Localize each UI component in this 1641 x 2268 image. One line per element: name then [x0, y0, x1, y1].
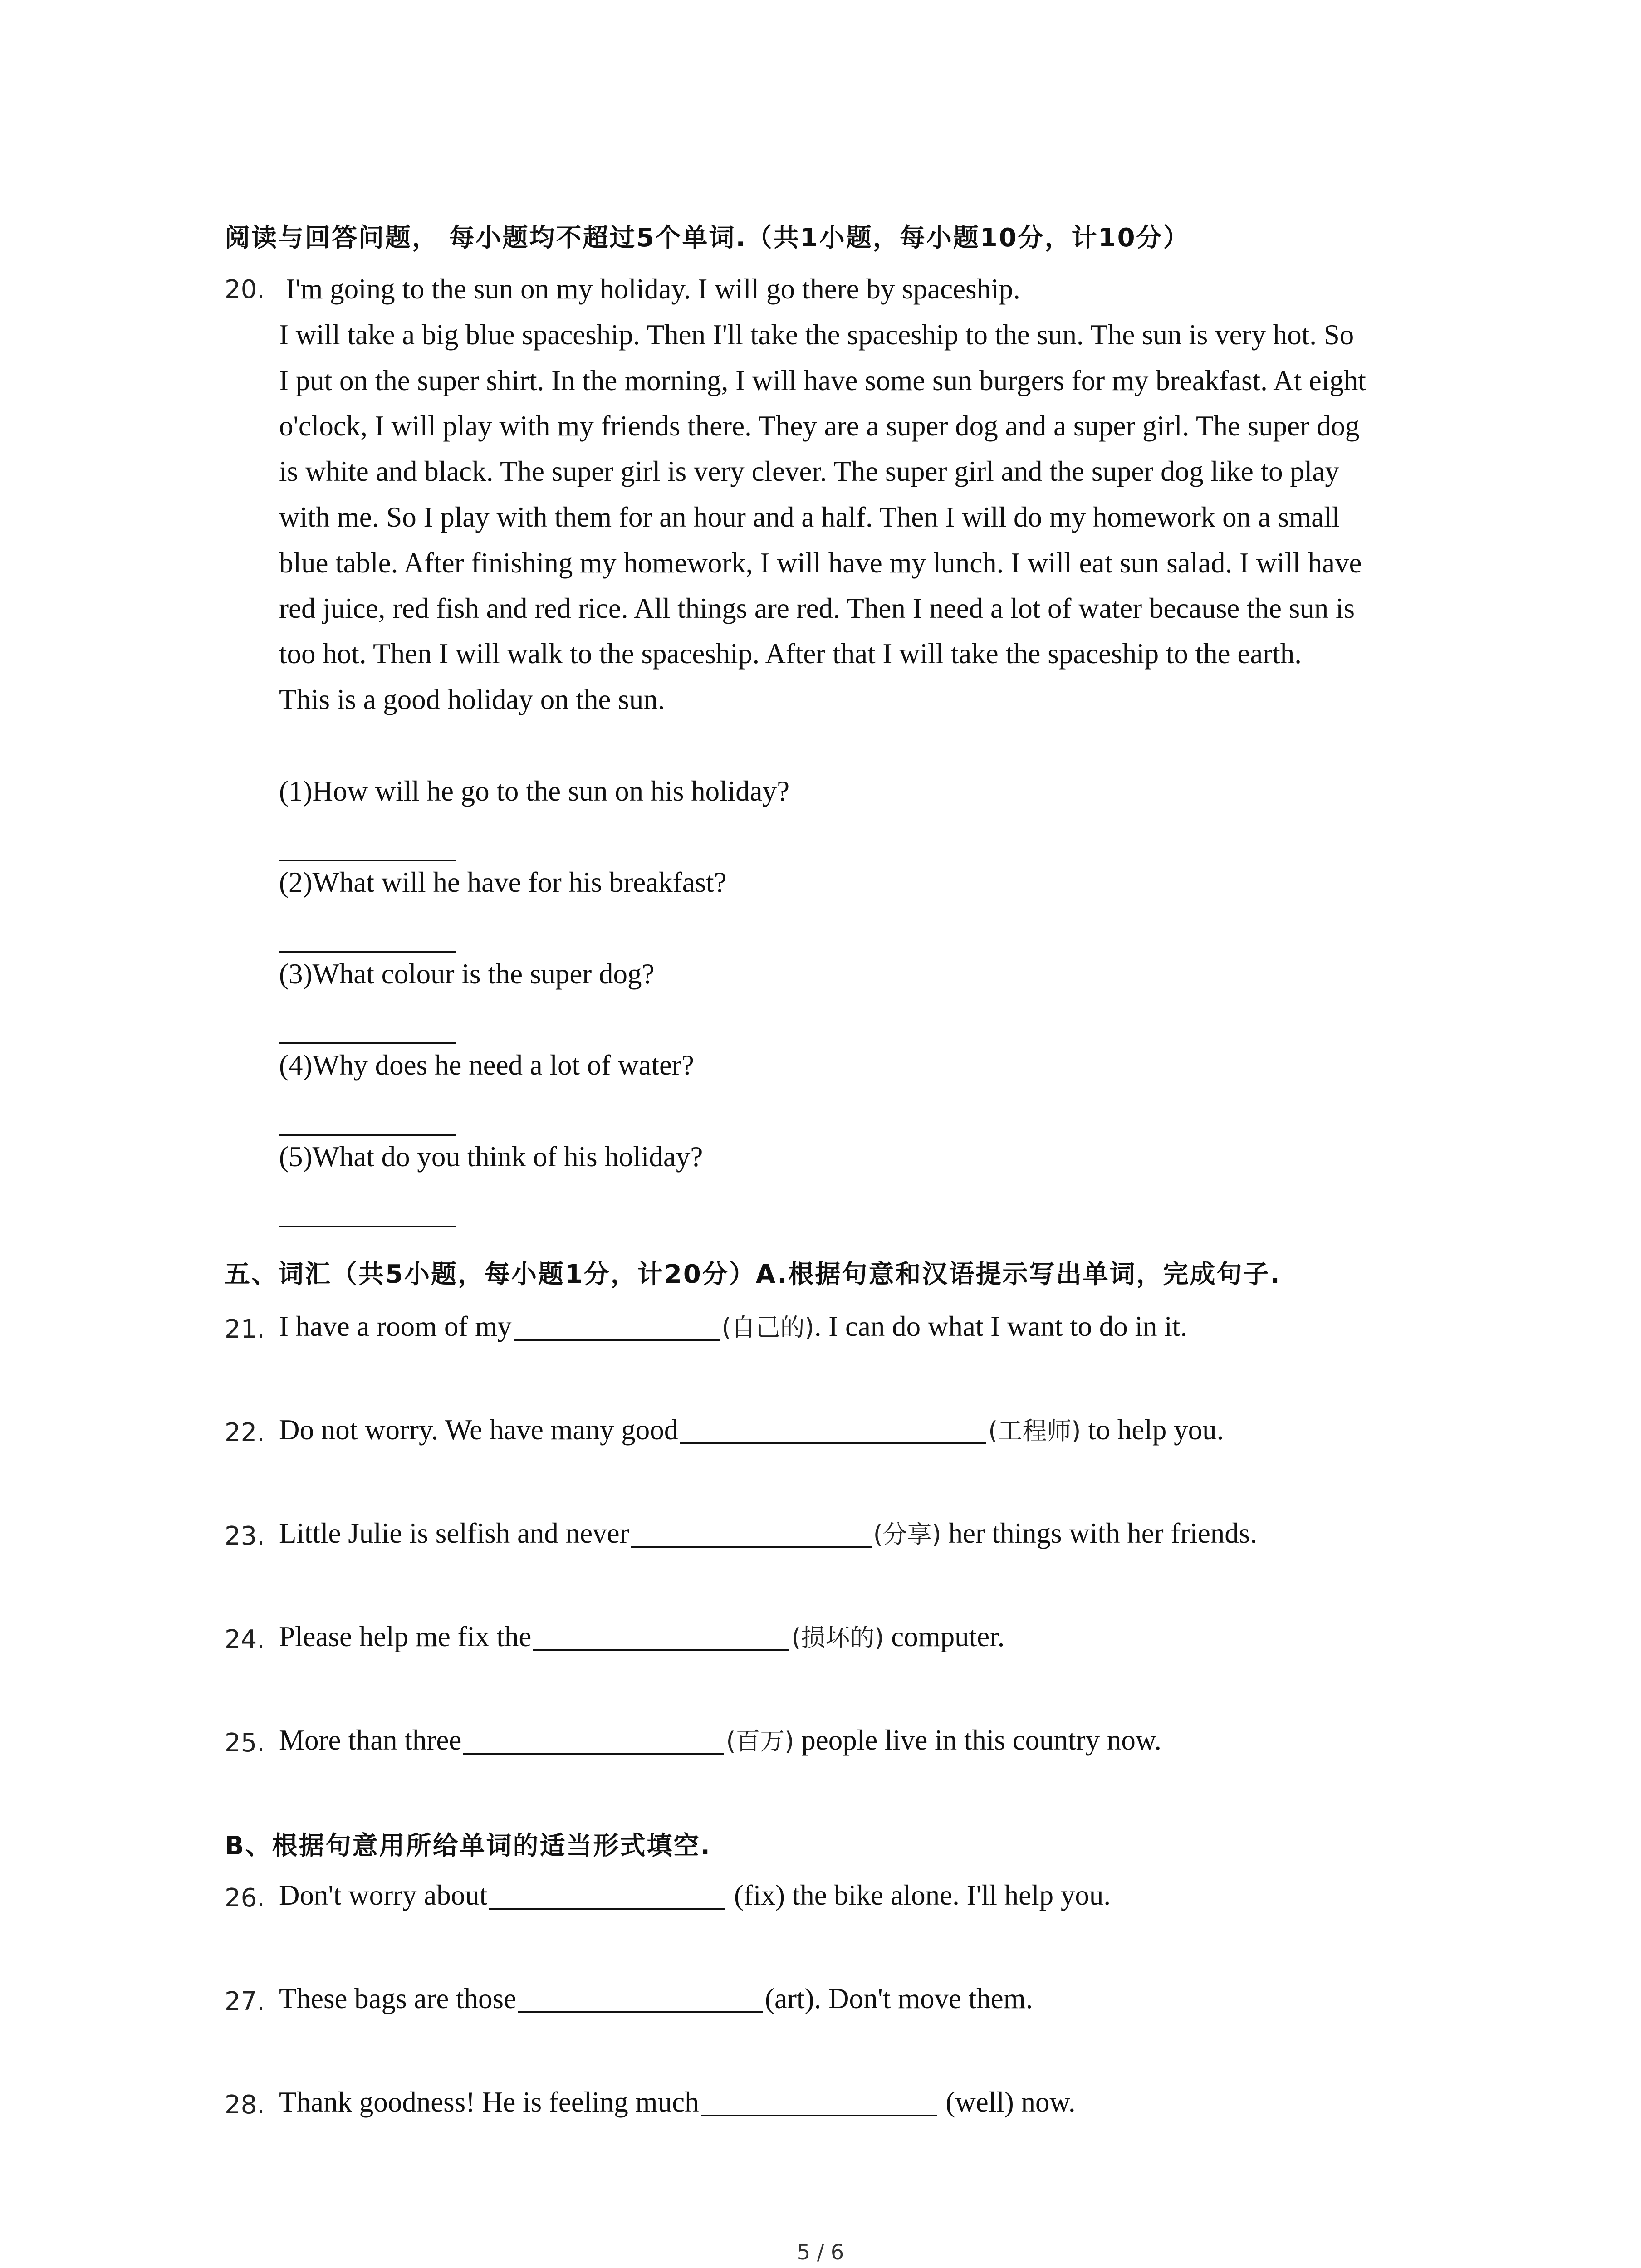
question-text: to help you. [1081, 1414, 1224, 1446]
chinese-hint: (百万) [726, 1727, 794, 1755]
fill-blank-23[interactable] [631, 1519, 872, 1548]
chinese-hint: (工程师) [988, 1417, 1081, 1445]
question-24 [279, 1622, 1004, 1651]
question-text: Please help me fix the [279, 1621, 532, 1652]
question-number-24: 24. [225, 1625, 265, 1654]
question-26 [279, 1881, 1111, 1910]
passage-line: This is a good holiday on the sun. [279, 684, 665, 715]
page-number: 5 / 6 [797, 2240, 844, 2264]
question-text: More than three [279, 1724, 462, 1756]
question-text: people live in this country now. [794, 1724, 1162, 1756]
sub-question-2: (2)What will he have for his breakfast? [279, 866, 727, 898]
question-number-22: 22. [225, 1418, 265, 1447]
answer-line-2[interactable] [279, 951, 456, 953]
question-27 [279, 1984, 1033, 2013]
fill-blank-26[interactable] [489, 1881, 725, 1910]
question-number-21: 21. [225, 1315, 265, 1344]
question-number-27: 27. [225, 1987, 265, 2016]
passage-line: is white and black. The super girl is very clever. The super girl and the super dog like to play [279, 455, 1339, 487]
question-21 [279, 1312, 1187, 1341]
passage-line: o'clock, I will play with my friends there. They are a super dog and a super girl. The super dog [279, 410, 1360, 442]
question-number-20: 20. [225, 275, 265, 304]
question-28 [279, 2087, 1076, 2116]
passage-line: blue table. After finishing my homework, I will have my lunch. I will eat sun salad. I will have [279, 547, 1362, 579]
question-text: Little Julie is selfish and never [279, 1517, 629, 1549]
fill-blank-21[interactable] [514, 1312, 720, 1341]
section-heading-vocabulary: 五、词汇（共5小题，每小题1分，计20分）A.根据句意和汉语提示写出单词，完成句子. [225, 1260, 1281, 1289]
fill-blank-24[interactable] [533, 1622, 789, 1651]
passage-line: with me. So I play with them for an hour and a half. Then I will do my homework on a small [279, 501, 1340, 533]
sub-question-3: (3)What colour is the super dog? [279, 958, 655, 990]
answer-line-4[interactable] [279, 1134, 456, 1136]
question-23 [279, 1519, 1257, 1548]
question-text: Do not worry. We have many good [279, 1414, 679, 1446]
passage-line: too hot. Then I will walk to the spaceship. After that I will take the spaceship to the earth. [279, 638, 1302, 670]
chinese-hint: (分享) [873, 1520, 941, 1549]
question-text: (well) now. [938, 2086, 1076, 2118]
chinese-hint: (自己的) [721, 1313, 814, 1342]
passage-line: I'm going to the sun on my holiday. I will go there by spaceship. [286, 273, 1020, 305]
answer-line-5[interactable] [279, 1226, 456, 1227]
sub-question-5: (5)What do you think of his holiday? [279, 1141, 703, 1173]
question-text: . I can do what I want to do in it. [814, 1310, 1188, 1342]
question-text: I have a room of my [279, 1310, 512, 1342]
fill-blank-22[interactable] [680, 1415, 986, 1444]
question-text: (art). Don't move them. [765, 1983, 1033, 2014]
question-number-26: 26. [225, 1883, 265, 1913]
question-text: Don't worry about [279, 1879, 488, 1911]
fill-blank-28[interactable] [701, 2087, 937, 2116]
passage-line: I put on the super shirt. In the morning, I will have some sun burgers for my breakfast. At eight [279, 365, 1366, 396]
sub-question-4: (4)Why does he need a lot of water? [279, 1049, 694, 1081]
section-heading-reading: 阅读与回答问题， 每小题均不超过5个单词.（共1小题，每小题10分，计10分） [225, 223, 1190, 253]
chinese-hint: (损坏的) [791, 1623, 884, 1652]
question-number-25: 25. [225, 1728, 265, 1758]
question-number-23: 23. [225, 1521, 265, 1551]
question-text: computer. [884, 1621, 1005, 1652]
question-number-28: 28. [225, 2090, 265, 2120]
passage-line: red juice, red fish and red rice. All things are red. Then I need a lot of water because the sun is [279, 592, 1355, 624]
question-25 [279, 1725, 1161, 1755]
passage-line: I will take a big blue spaceship. Then I'll take the spaceship to the sun. The sun is very hot. So [279, 319, 1354, 351]
question-text: her things with her friends. [941, 1517, 1258, 1549]
sub-question-1: (1)How will he go to the sun on his holiday? [279, 775, 790, 807]
question-text: (fix) the bike alone. I'll help you. [727, 1879, 1111, 1911]
question-22 [279, 1415, 1224, 1444]
question-text: These bags are those [279, 1983, 517, 2014]
fill-blank-27[interactable] [518, 1984, 763, 2013]
fill-blank-25[interactable] [463, 1725, 724, 1755]
answer-line-1[interactable] [279, 860, 456, 861]
answer-line-3[interactable] [279, 1042, 456, 1044]
section-heading-word-forms: B、根据句意用所给单词的适当形式填空. [225, 1831, 711, 1861]
question-text: Thank goodness! He is feeling much [279, 2086, 699, 2118]
